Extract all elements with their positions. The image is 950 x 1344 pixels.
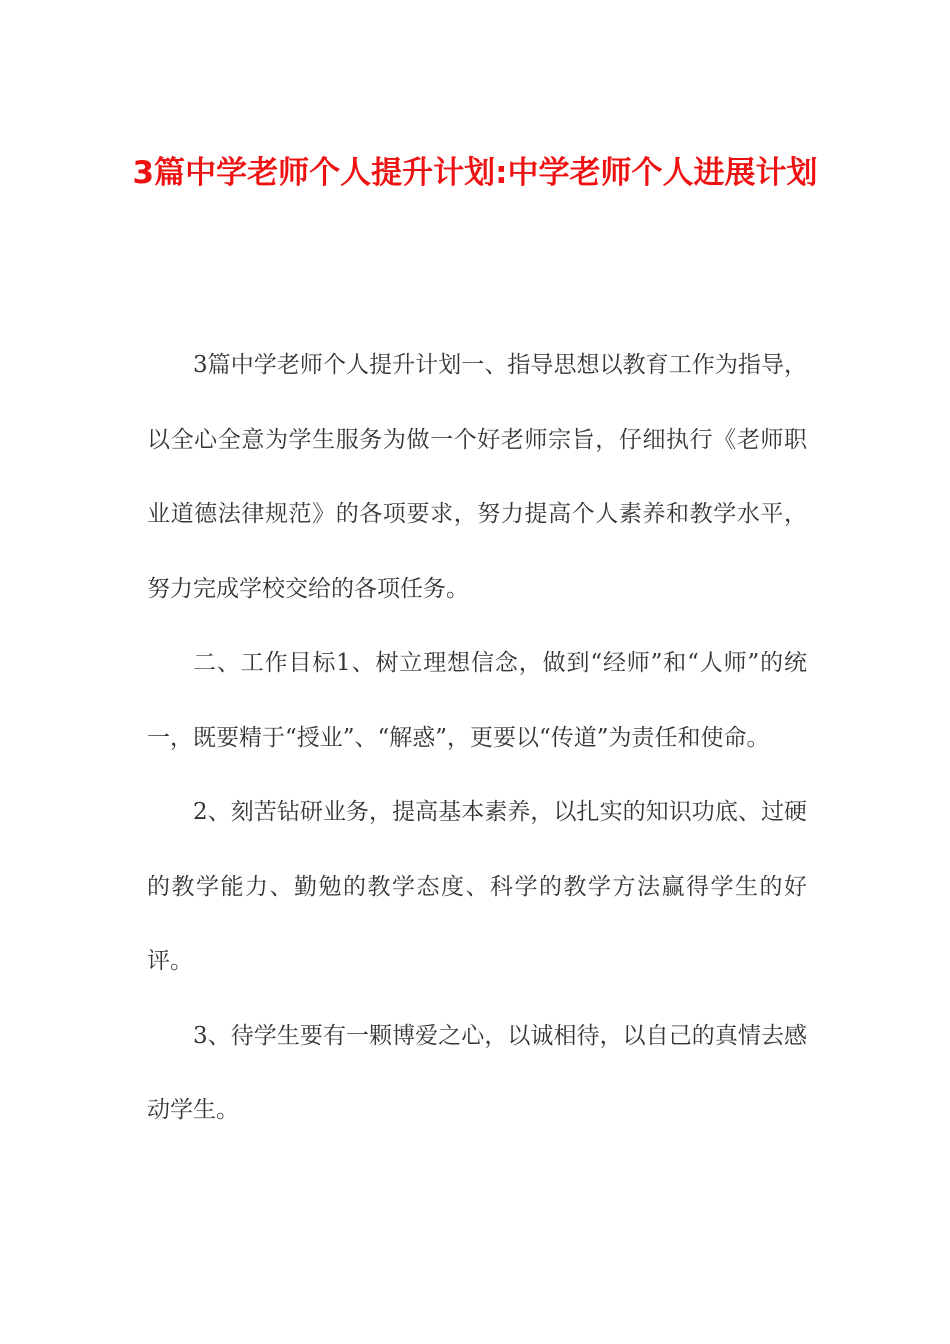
document-body <box>147 328 807 1148</box>
paragraph-work-goal-1: 二、工作目标1、树立理想信念，做到“经师”和“人师”的统一，既要精于“授业”、“解惑”，更要以“传道”为责任和使命。 <box>147 650 807 751</box>
document-title: 3篇中学老师个人提升计划:中学老师个人进展计划 <box>132 155 818 191</box>
paragraph-guiding-ideology: 3篇中学老师个人提升计划一、指导思想以教育工作为指导，以全心全意为学生服务为做一个好老师宗旨，仔细执行《老师职业道德法律规范》的各项要求，努力提高个人素养和教学水平，努力完成学校交给的各项任务。 <box>147 352 807 602</box>
paragraph-work-goal-3: 3、待学生要有一颗博爱之心，以诚相待，以自己的真情去感动学生。 <box>147 1022 807 1123</box>
paragraph-work-goal-2: 2、刻苦钻研业务，提高基本素养，以扎实的知识功底、过硬的教学能力、勤勉的教学态度、科学的教学方法赢得学生的好评。 <box>147 799 807 974</box>
